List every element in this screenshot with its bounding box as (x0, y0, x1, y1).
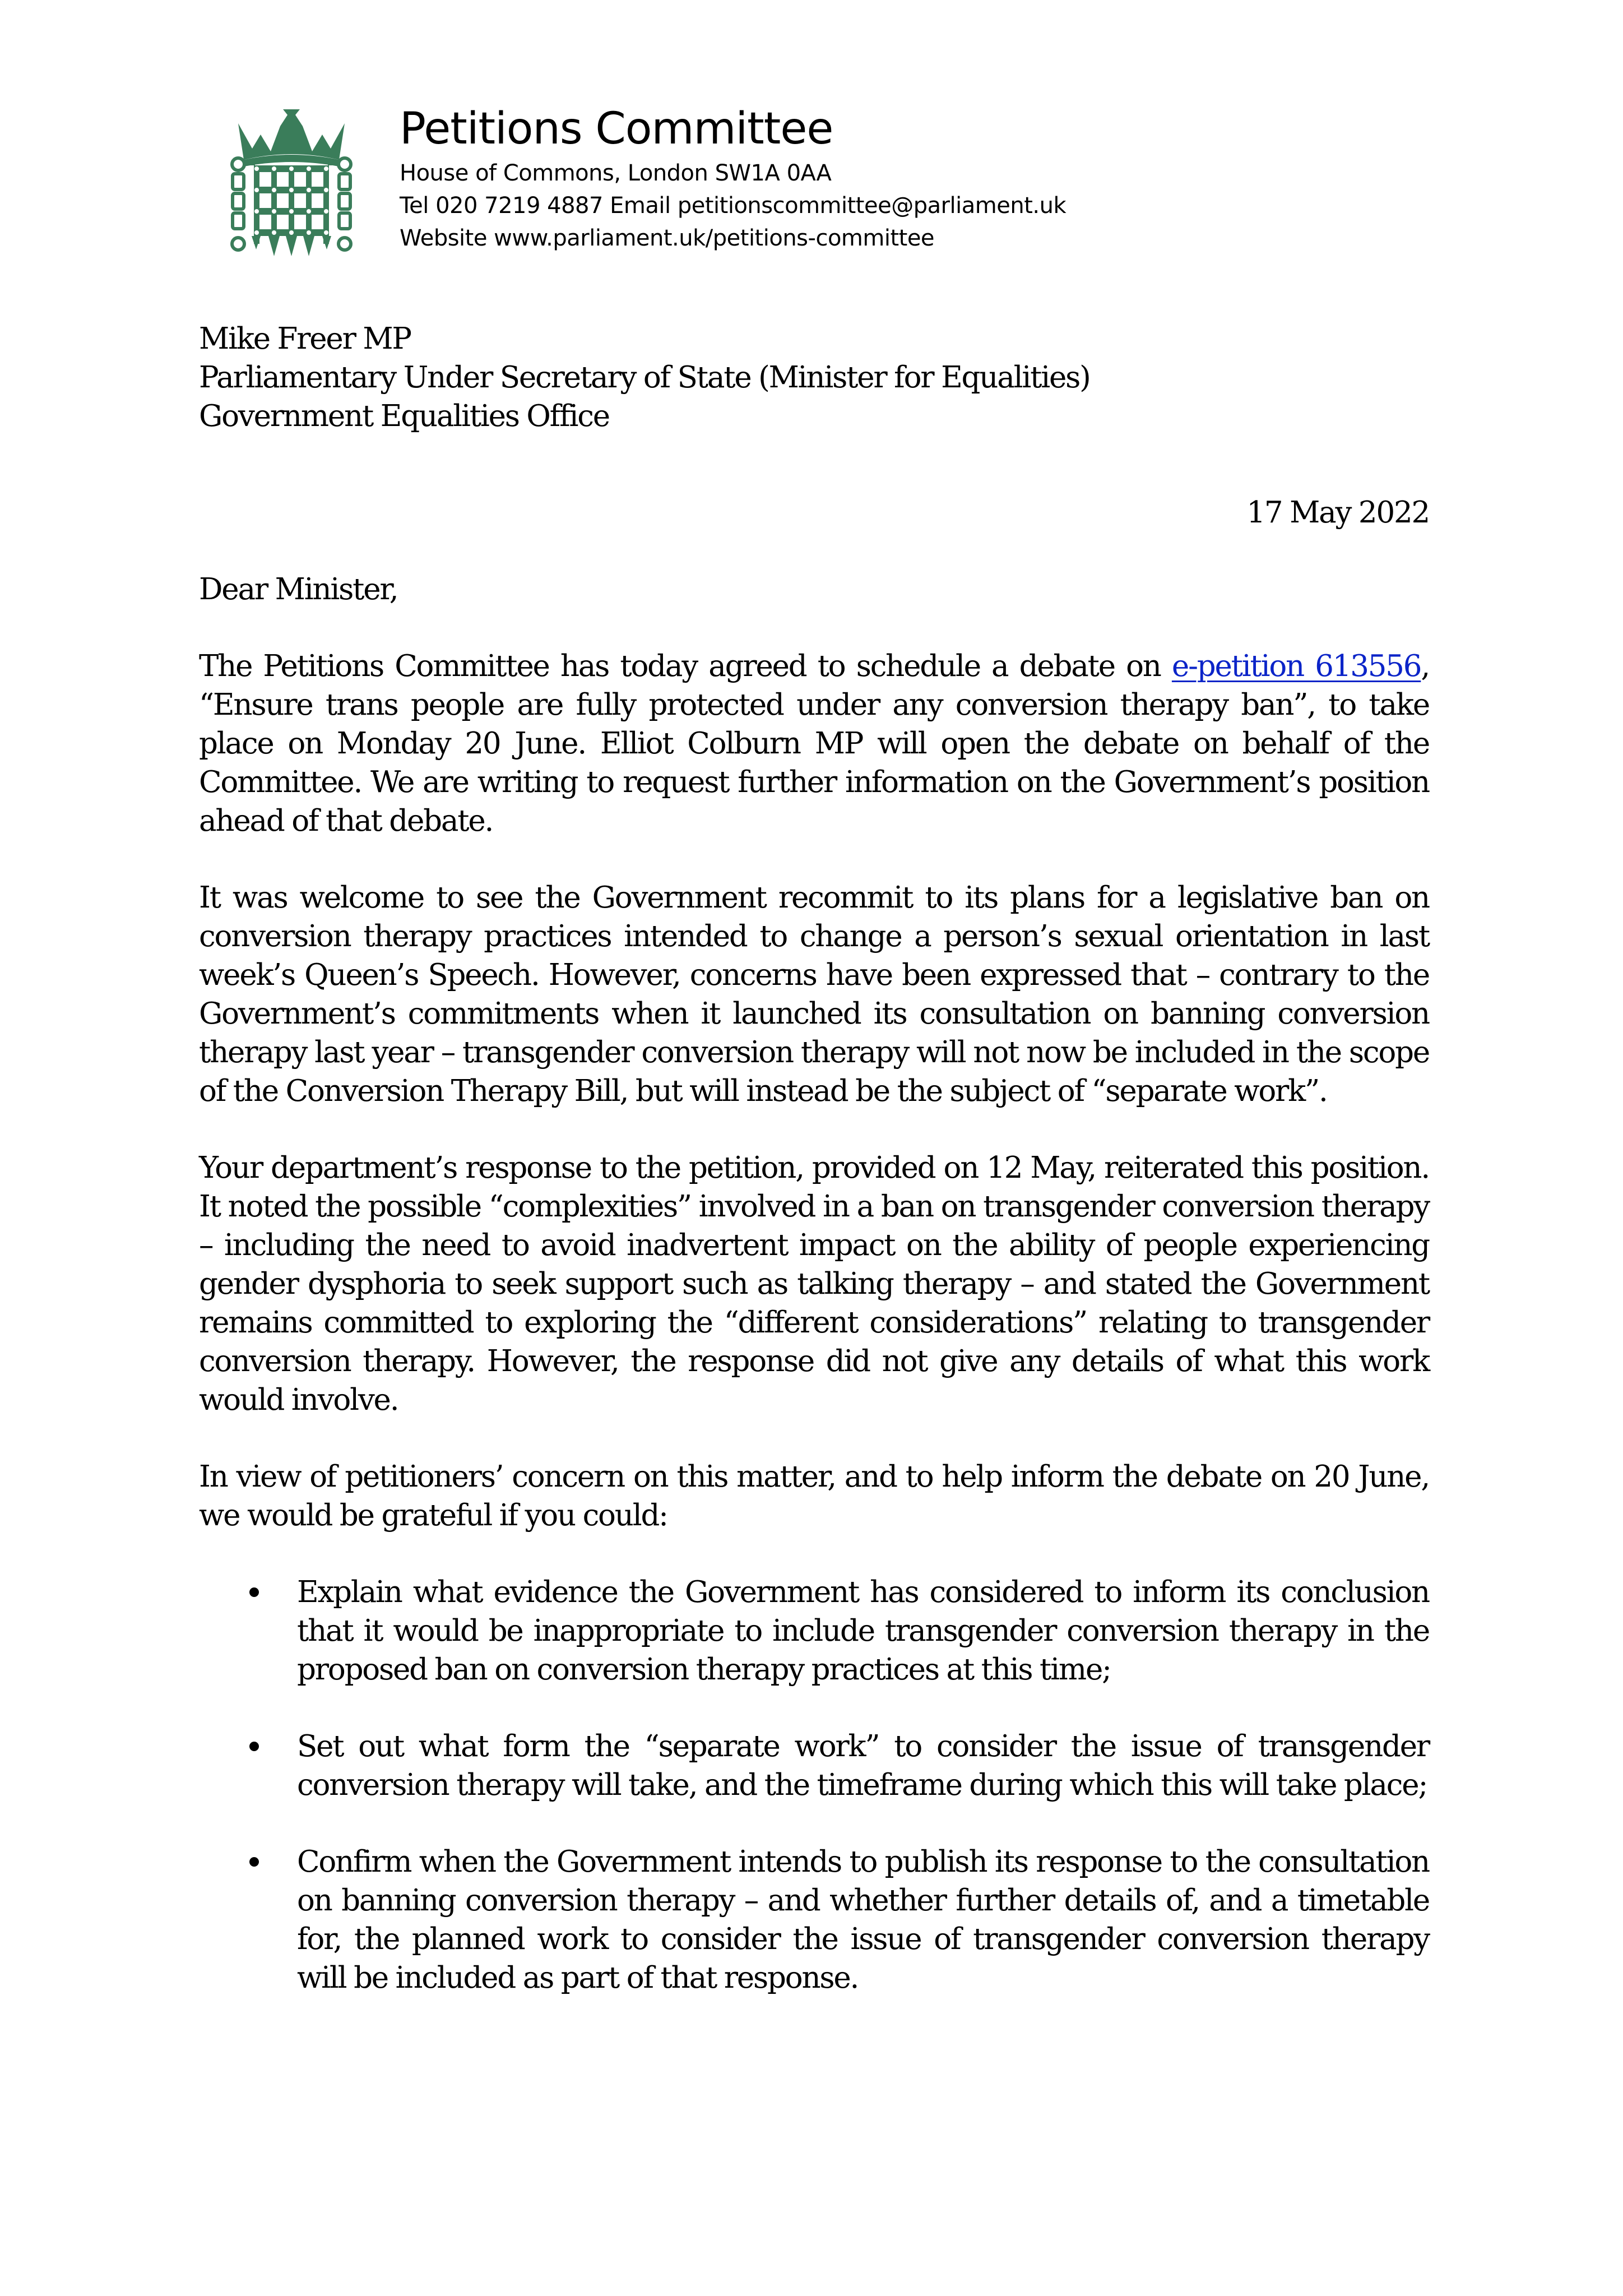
bullet-icon (249, 1587, 259, 1597)
paragraph-debate-scheduled (199, 647, 1429, 840)
request-text: Explain what evidence the Government has considered to inform its conclusion that it would be inappropriate to include transgender conversion therapy in the proposed ban on conversion therapy practices at this time; (297, 1575, 1429, 1687)
paragraph-queens-speech: It was welcome to see the Government recommit to its plans for a legislative ban on conversion therapy practices intended to change a person’s sexual orientation in last week’s Queen’s Speech. However, concerns have been expressed that – contrary to the Government’s commitments when it launched its consultation on banning conversion therapy last year – transgender conversion therapy will not now be included in the scope of the Conversion Therapy Bill, but will instead be the subject of “separate work”. (199, 881, 1429, 1108)
recipient-office: Government Equalities Office (199, 399, 609, 433)
committee-website: Website www.parliament.uk/petitions-committee (400, 225, 935, 251)
request-text: Set out what form the “separate work” to consider the issue of transgender conversion therapy will take, and the timeframe during which this will take place; (297, 1729, 1429, 1802)
committee-contact: Tel 020 7219 4887 Email petitionscommittee@parliament.uk (400, 193, 1066, 219)
salutation: Dear Minister, (199, 572, 398, 607)
committee-details (400, 101, 1066, 254)
request-item (199, 1843, 1429, 1997)
bullet-icon (249, 1857, 259, 1867)
request-text: Confirm when the Government intends to publish its response to the consultation on banning conversion therapy – and whether further details of, and a timetable for, the planned work to consider the issue of transgender conversion therapy will be included as part of that response. (297, 1845, 1429, 1995)
e-petition-link[interactable]: e-petition 613556 (1171, 649, 1421, 683)
letterhead (221, 101, 1454, 269)
paragraph-text: The Petitions Committee has today agreed to schedule a debate on (199, 649, 1172, 683)
paragraph-request-intro: In view of petitioners’ concern on this matter, and to help inform the debate on 20 June, we would be grateful if you could: (199, 1460, 1429, 1533)
request-item (199, 1573, 1429, 1689)
recipient-name: Mike Freer MP (199, 322, 411, 356)
paragraph-text: , “Ensure trans people are fully protected under any conversion therapy ban”, to take place on Monday 20 June. Elliot Colburn MP will open the debate on behalf of the Committee. We are writing to request further information on the Government’s position ahead of that debate. (199, 649, 1429, 838)
paragraph-department-response: Your department’s response to the petition, provided on 12 May, reiterated this position. It noted the possible “complexities” involved in a ban on transgender conversion therapy – including the need to avoid inadvertent impact on the ability of people experiencing gender dysphoria to seek support such as talking therapy – and stated the Government remains committed to exploring the “different considerations” relating to transgender conversion therapy. However, the response did not give any details of what this work would involve. (199, 1151, 1429, 1417)
letter-date: 17 May 2022 (1246, 496, 1429, 530)
request-list (199, 1573, 1429, 1997)
recipient-block (199, 320, 1429, 436)
recipient-title: Parliamentary Under Secretary of State (Minister for Equalities) (199, 360, 1090, 395)
portcullis-icon (227, 109, 356, 261)
letter-body (199, 320, 1429, 2035)
bullet-icon (249, 1742, 259, 1751)
committee-address: House of Commons, London SW1A 0AA (400, 160, 832, 186)
committee-title: Petitions Committee (400, 104, 833, 154)
request-item (199, 1727, 1429, 1804)
